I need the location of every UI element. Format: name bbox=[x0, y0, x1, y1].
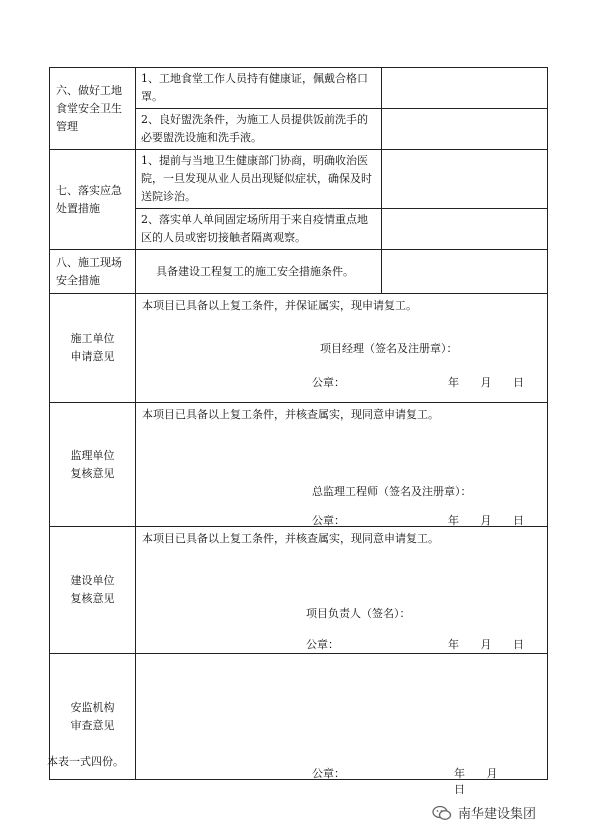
month-label: 月 bbox=[480, 638, 492, 651]
watermark bbox=[432, 803, 536, 822]
section-body bbox=[136, 654, 548, 796]
blank-cell bbox=[382, 109, 548, 150]
section-statement: 本项目已具备以上复工条件，并核查属实，现同意申请复工。 bbox=[142, 532, 439, 545]
category-cell bbox=[50, 68, 136, 150]
section-label-cell bbox=[50, 527, 136, 654]
seal-label: 公章： bbox=[306, 638, 339, 651]
item-text: 2、落实单人单间固定场所用于来自疫情重点地区的人员或密切接触者隔离观察。 bbox=[141, 213, 368, 244]
item-cell bbox=[136, 109, 382, 150]
watermark-text: 南华建设集团 bbox=[458, 807, 537, 822]
seal-label: 公章： bbox=[312, 376, 345, 389]
section-body bbox=[136, 294, 548, 403]
footnote: 本表一式四份。 bbox=[47, 755, 124, 768]
resumption-form-table bbox=[49, 67, 548, 796]
section-body bbox=[136, 527, 548, 654]
year-label: 年 bbox=[448, 514, 459, 527]
item-cell bbox=[136, 209, 382, 250]
date-line bbox=[448, 374, 542, 390]
date-line bbox=[454, 765, 547, 797]
section-label: 审查意见 bbox=[70, 718, 115, 732]
item-text: 1、工地食堂工作人员持有健康证，佩戴合格口罩。 bbox=[141, 72, 368, 103]
category-label: 八、施工现场安全措施 bbox=[56, 255, 122, 287]
year-label: 年 bbox=[448, 638, 459, 651]
day-label: 日 bbox=[513, 376, 524, 389]
item-cell bbox=[136, 250, 382, 294]
section-label-cell bbox=[50, 403, 136, 527]
blank-cell bbox=[382, 150, 548, 209]
section-label: 建设单位 bbox=[70, 574, 115, 587]
category-cell bbox=[50, 150, 136, 250]
approval-section-contractor bbox=[50, 294, 548, 403]
day-label: 日 bbox=[513, 638, 524, 651]
section-label: 施工单位 bbox=[70, 332, 115, 345]
section-statement: 本项目已具备以上复工条件，并保证属实，现申请复工。 bbox=[142, 299, 417, 312]
category-label: 七、落实应急处置措施 bbox=[56, 183, 122, 215]
section-label: 申请意见 bbox=[70, 350, 115, 363]
category-cell bbox=[50, 250, 136, 294]
signature-label: 项目经理（签名及注册章）： bbox=[320, 342, 458, 355]
blank-cell bbox=[382, 68, 548, 109]
year-label: 年 bbox=[454, 767, 465, 780]
seal-label: 公章： bbox=[312, 767, 345, 780]
seal-label: 公章： bbox=[312, 514, 345, 527]
table-row bbox=[50, 250, 548, 294]
section-label: 监理单位 bbox=[70, 448, 115, 462]
day-label: 日 bbox=[513, 514, 524, 527]
category-label: 六、做好工地食堂安全卫生管理 bbox=[56, 83, 122, 133]
section-label: 安监机构 bbox=[70, 700, 115, 714]
item-text: 具备建设工程复工的施工安全措施条件。 bbox=[156, 264, 354, 278]
item-cell bbox=[136, 150, 382, 209]
table-row bbox=[50, 150, 548, 209]
table-row bbox=[50, 68, 548, 109]
item-text: 1、提前与当地卫生健康部门协商，明确收治医院，一旦发现从业人员出现疑似症状，确保及时送院诊治。 bbox=[141, 154, 372, 203]
section-label-cell bbox=[50, 294, 136, 403]
month-label: 月 bbox=[480, 376, 492, 389]
month-label: 月 bbox=[486, 767, 498, 780]
approval-section-owner bbox=[50, 527, 548, 654]
section-statement: 本项目已具备以上复工条件，并核查属实，现同意申请复工。 bbox=[142, 408, 439, 421]
approval-section-safety bbox=[50, 654, 548, 780]
day-label: 日 bbox=[454, 783, 465, 796]
section-label: 复核意见 bbox=[70, 592, 115, 605]
month-label: 月 bbox=[480, 514, 492, 527]
wechat-icon bbox=[432, 805, 452, 821]
signature-label: 项目负责人（签名）： bbox=[306, 607, 411, 620]
item-text: 2、良好盥洗条件，为施工人员提供饭前洗手的必要盥洗设施和洗手液。 bbox=[141, 113, 368, 144]
item-cell bbox=[136, 68, 382, 109]
section-label: 复核意见 bbox=[70, 466, 115, 480]
blank-cell bbox=[382, 250, 548, 294]
blank-cell bbox=[382, 209, 548, 250]
year-label: 年 bbox=[448, 376, 459, 389]
section-body bbox=[136, 403, 548, 527]
signature-label: 总监理工程师（签名及注册章）： bbox=[312, 485, 472, 498]
date-line bbox=[448, 636, 542, 652]
approval-section-supervisor bbox=[50, 403, 548, 527]
